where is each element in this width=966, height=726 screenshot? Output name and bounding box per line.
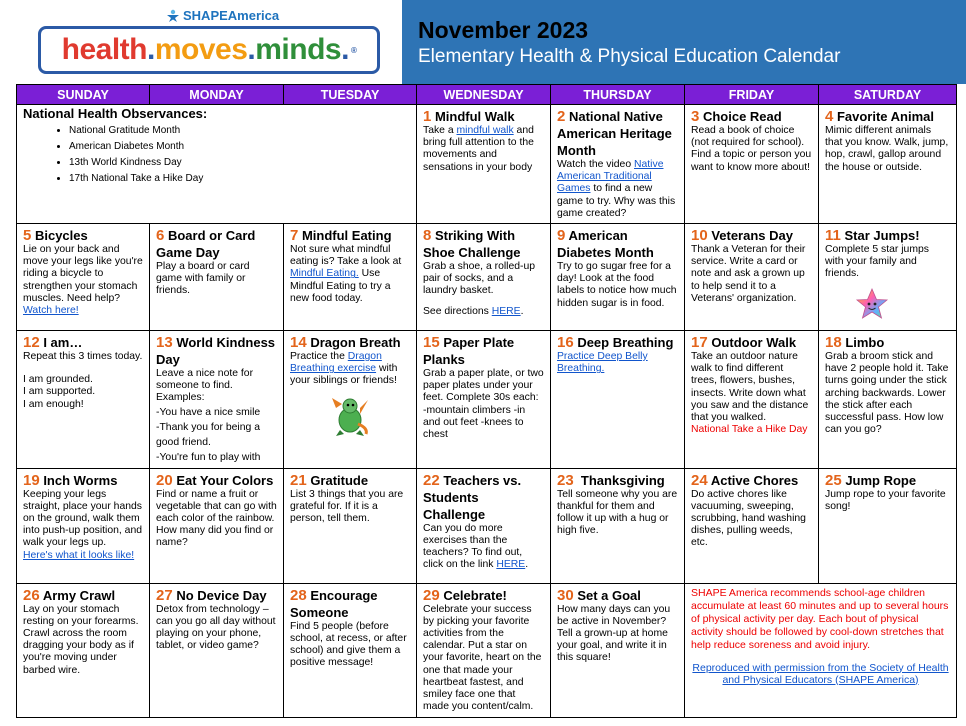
week-row-4: [17, 468, 957, 583]
day-cell-13: [150, 331, 284, 469]
day-title: Paper Plate Planks: [423, 335, 515, 368]
day-title: I am…: [43, 335, 83, 351]
day-number: 19: [23, 471, 40, 489]
day-title: Mindful Walk: [434, 109, 515, 124]
day-text: Grab a shoe, a rolled-up pair of socks, and a laundry basket.: [423, 261, 536, 297]
day-text: Not sure what mindful eating is? Take a look at: [290, 244, 402, 268]
day-text: .: [520, 305, 524, 317]
day-cell-5: [17, 224, 150, 331]
day-text: Jump rope to your favorite song!: [825, 488, 946, 512]
day-text: Find 5 people (before school, at recess, or after school) and give them a positive message!: [290, 620, 407, 669]
day-number: 20: [156, 471, 173, 489]
day-text: How many days can you be active in November? Tell a grown-up at home your goal, and write it in this square!: [557, 603, 671, 664]
day-text: Use Mindful Eating to try a new food today.: [290, 268, 391, 304]
affirmation-line: I am supported.: [23, 386, 96, 398]
logo-word-health: health: [61, 33, 147, 66]
day-number: 30: [557, 586, 574, 604]
day-cell-30: [551, 583, 685, 717]
day-number: 3: [691, 108, 700, 125]
day-title: Thanksgiving: [580, 472, 665, 488]
day-title: Mindful Eating: [301, 228, 392, 244]
day-title: Bicycles: [34, 228, 88, 244]
day-title: Jump Rope: [845, 472, 917, 488]
logo-word-moves: moves: [154, 33, 248, 66]
weekday-friday: FRIDAY: [685, 85, 819, 105]
day-text: Complete 5 star jumps with your family and friends.: [825, 244, 929, 280]
day-text: Grab a paper plate, or two paper plates under your feet. Complete 30s each: -mountain climbers -in and out feet -knees to chest: [423, 368, 544, 441]
day-cell-8: [417, 224, 551, 331]
observance-item: • 13th World Kindness Day: [69, 155, 410, 171]
day-cell-6: [150, 224, 284, 331]
dragon-icon: [330, 394, 370, 438]
rainbow-star-icon: [855, 287, 889, 321]
day-title: Striking With Shoe Challenge: [423, 228, 521, 261]
day-number: 23: [557, 471, 574, 489]
logo-word-minds: minds: [255, 33, 342, 66]
day-number: 16: [557, 334, 574, 352]
title-banner: [402, 0, 966, 84]
day-number: 15: [423, 334, 440, 352]
day-title: Army Crawl: [42, 587, 116, 603]
take-a-hike-note: National Take a Hike Day: [691, 424, 808, 436]
day-title: No Device Day: [176, 587, 267, 603]
day-cell-9: [551, 224, 685, 331]
day-title: Outdoor Walk: [711, 335, 797, 351]
day-cell-26: [17, 583, 150, 717]
weekday-monday: MONDAY: [150, 85, 284, 105]
day-text: Lay on your stomach resting on your forearms. Crawl across the room dragging your body as if you're moving under barbed wire.: [23, 603, 139, 676]
day-cell-11: [819, 224, 957, 331]
day-title: National Native American Heritage Month: [557, 109, 672, 158]
health-moves-minds-logo: health . moves . minds . ®: [38, 26, 380, 74]
day-cell-2: [551, 105, 685, 224]
dragon-breathing-link[interactable]: Dragon Breathing exercise: [290, 351, 382, 375]
mindful-walk-link[interactable]: mindful walk: [456, 125, 514, 136]
day-text: Grab a broom stick and have 2 people hold it. Take turns going under the stick arching backwards. Lower the stick after each successful pass. How low can you go?: [825, 351, 949, 436]
day-number: 5: [23, 227, 32, 245]
day-text: Repeat this 3 times today.: [23, 351, 143, 363]
day-text: Tell someone why you are thankful for them and follow it up with a hug or high five.: [557, 488, 678, 537]
day-number: 8: [423, 227, 432, 245]
day-text: .: [525, 559, 529, 571]
shape-permission-link[interactable]: Reproduced with permission from the Society of Health and Physical Educators (SHAPE America): [692, 661, 949, 686]
day-title: Board or Card Game Day: [156, 228, 256, 261]
inch-worm-example-link[interactable]: Here's what it looks like!: [23, 549, 135, 561]
day-title: Teachers vs. Students Challenge: [423, 472, 522, 522]
day-number: 25: [825, 471, 842, 489]
day-text: Celebrate your success by picking your favorite activities from the calendar. Put a star on your favorite, heart on the one that made your heartbeat fastest, and smiley face one that made you content/calm.: [423, 603, 542, 713]
observance-item: • National Gratitude Month: [69, 123, 410, 139]
activity-recommendation: SHAPE America recommends school-age children accumulate at least 60 minutes and up to several hours of physical activity per day. Each bout of physical activity should be followed by cool-down stretches that help reduce soreness and avoid injury.: [691, 586, 949, 651]
page-header: [0, 0, 966, 84]
day-cell-1: [417, 105, 551, 224]
day-cell-28: [284, 583, 417, 717]
day-number: 10: [691, 227, 708, 245]
footer-note-cell: [685, 583, 957, 717]
weekday-tuesday: TUESDAY: [284, 85, 417, 105]
day-title: Gratitude: [310, 472, 369, 488]
day-text: Do active chores like vacuuming, sweeping, scrubbing, hand washing dishes, pulling weeds, etc.: [691, 488, 806, 549]
week-row-5: [17, 583, 957, 717]
week-row-1: [17, 105, 957, 224]
day-text: Watch the video: [557, 159, 635, 170]
weekday-wednesday: WEDNESDAY: [417, 85, 551, 105]
day-cell-22: [417, 468, 551, 583]
observances-title: National Health Observances:: [23, 106, 208, 121]
day-title: Celebrate!: [443, 587, 507, 603]
calendar-subtitle: Elementary Health & Physical Education Calendar: [418, 46, 841, 67]
day-text: Play a board or card game with family or friends.: [156, 261, 250, 297]
day-number: 24: [691, 471, 708, 489]
day-number: 14: [290, 334, 307, 352]
day-text: Leave a nice note for someone to find. Examples:: [156, 368, 254, 404]
traditional-games-link[interactable]: Native American Traditional Games: [557, 159, 664, 195]
observance-item: • 17th National Take a Hike Day: [69, 171, 410, 187]
day-cell-29: [417, 583, 551, 717]
day-text: to find a new game to try. Why was this game created?: [557, 183, 676, 219]
month-title: November 2023: [418, 17, 589, 43]
day-text: Try to go sugar free for a day! Look at the food labels to notice how much hidden sugar is in food.: [557, 261, 677, 309]
day-cell-12: [17, 331, 150, 469]
day-text: and bring full attention to the movements and sensations in your body: [423, 125, 534, 173]
day-text: Keeping your legs straight, place your hands on the ground, walk them into push-up position, and walk your legs up.: [23, 488, 143, 549]
mindful-eating-link[interactable]: Mindful Eating.: [290, 268, 359, 280]
watch-here-link[interactable]: Watch here!: [23, 305, 79, 317]
day-text: Practice the: [290, 351, 348, 363]
shape-america-text: SHAPEAmerica: [183, 8, 280, 23]
day-cell-10: [685, 224, 819, 331]
day-text: Take a: [423, 125, 457, 136]
day-title: Eat Your Colors: [176, 472, 274, 488]
day-text: Mimic different animals that you know. Walk, jump, hop, crawl, gallop around the house or outside.: [825, 125, 949, 173]
registered-mark: ®: [350, 45, 357, 55]
day-number: 6: [156, 227, 165, 245]
day-text: Thank a Veteran for their service. Write a card or note and ask a grown up to help send it to a Veterans' organization.: [691, 244, 806, 304]
day-number: 13: [156, 334, 173, 352]
day-number: 4: [825, 108, 834, 125]
weekday-sunday: SUNDAY: [17, 85, 150, 105]
day-text: List 3 things that you are grateful for. If it is a person, tell them.: [290, 488, 404, 525]
day-title: Deep Breathing: [577, 335, 674, 351]
affirmation-line: I am enough!: [23, 398, 84, 410]
day-cell-21: [284, 468, 417, 583]
day-text: Find or name a fruit or vegetable that can go with each color of the rainbow. How many did you find or name?: [156, 488, 277, 549]
challenge-here-link[interactable]: HERE: [496, 559, 526, 571]
day-text: Can you do more exercises than the teachers? To find out, click on the link: [423, 522, 523, 571]
day-number: 21: [290, 471, 307, 489]
day-title: American Diabetes Month: [557, 228, 654, 261]
weekday-header-row: [17, 85, 957, 105]
example-line: -Thank you for being a good friend.: [156, 421, 260, 448]
deep-belly-breathing-link[interactable]: Practice Deep Belly Breathing.: [557, 351, 648, 375]
weekday-thursday: THURSDAY: [551, 85, 685, 105]
day-number: 12: [23, 334, 40, 352]
day-number: 26: [23, 586, 40, 604]
day-text: Detox from technology – can you go all day without playing on your phone, tablet, or video game?: [156, 603, 276, 652]
day-number: 2: [557, 108, 566, 125]
day-cell-16: [551, 331, 685, 469]
day-cell-27: [150, 583, 284, 717]
day-cell-23: [551, 468, 685, 583]
day-number: 7: [290, 227, 299, 245]
day-cell-19: [17, 468, 150, 583]
day-text: Lie on your back and move your legs like you're riding a bicycle to strengthen your stomach muscles. Need help?: [23, 244, 143, 304]
day-cell-18: [819, 331, 957, 469]
day-number: 22: [423, 471, 440, 489]
day-title: Favorite Animal: [836, 109, 935, 124]
day-number: 9: [557, 227, 566, 245]
star-figure-icon: [166, 9, 180, 23]
observances-cell: [17, 105, 417, 224]
day-cell-15: [417, 331, 551, 469]
calendar-grid: [16, 84, 957, 718]
day-text: See directions: [423, 305, 492, 317]
day-cell-17: [685, 331, 819, 469]
day-number: 28: [290, 586, 307, 604]
day-title: Active Chores: [710, 472, 799, 488]
example-line: -You have a nice smile: [156, 406, 261, 418]
day-title: World Kindness Day: [156, 335, 276, 368]
observance-item: • American Diabetes Month: [69, 139, 410, 155]
day-number: 18: [825, 334, 842, 352]
day-number: 17: [691, 334, 708, 352]
day-cell-24: [685, 468, 819, 583]
day-title: Set a Goal: [577, 587, 641, 603]
example-line: -You're fun to play with: [156, 451, 261, 463]
affirmation-line: I am grounded.: [23, 374, 93, 386]
shape-america-logo: [166, 8, 279, 23]
day-cell-3: [685, 105, 819, 224]
day-cell-7: [284, 224, 417, 331]
day-title: Star Jumps!: [844, 228, 920, 244]
directions-here-link[interactable]: HERE: [491, 305, 521, 317]
day-cell-14: [284, 331, 417, 469]
day-cell-25: [819, 468, 957, 583]
day-number: 29: [423, 586, 440, 604]
brand-logo: [38, 6, 386, 78]
day-title: Encourage Someone: [290, 587, 378, 620]
day-title: Inch Worms: [43, 472, 118, 488]
week-row-3: [17, 331, 957, 469]
day-number: 1: [423, 108, 432, 125]
day-title: Veterans Day: [711, 228, 793, 244]
day-cell-20: [150, 468, 284, 583]
day-number: 11: [825, 227, 841, 245]
day-title: Choice Read: [702, 109, 782, 124]
day-title: Dragon Breath: [310, 335, 401, 351]
day-cell-4: [819, 105, 957, 224]
day-text: Take an outdoor nature walk to find different trees, flowers, bushes, insects. Write down what you saw and the distance that you walked.: [691, 351, 809, 424]
week-row-2: [17, 224, 957, 331]
weekday-saturday: SATURDAY: [819, 85, 957, 105]
day-number: 27: [156, 586, 173, 604]
day-text: with your siblings or friends!: [290, 363, 398, 387]
day-title: Limbo: [845, 335, 885, 351]
day-text: Read a book of choice (not required for school). Find a topic or person you want to know more about!: [691, 125, 812, 173]
